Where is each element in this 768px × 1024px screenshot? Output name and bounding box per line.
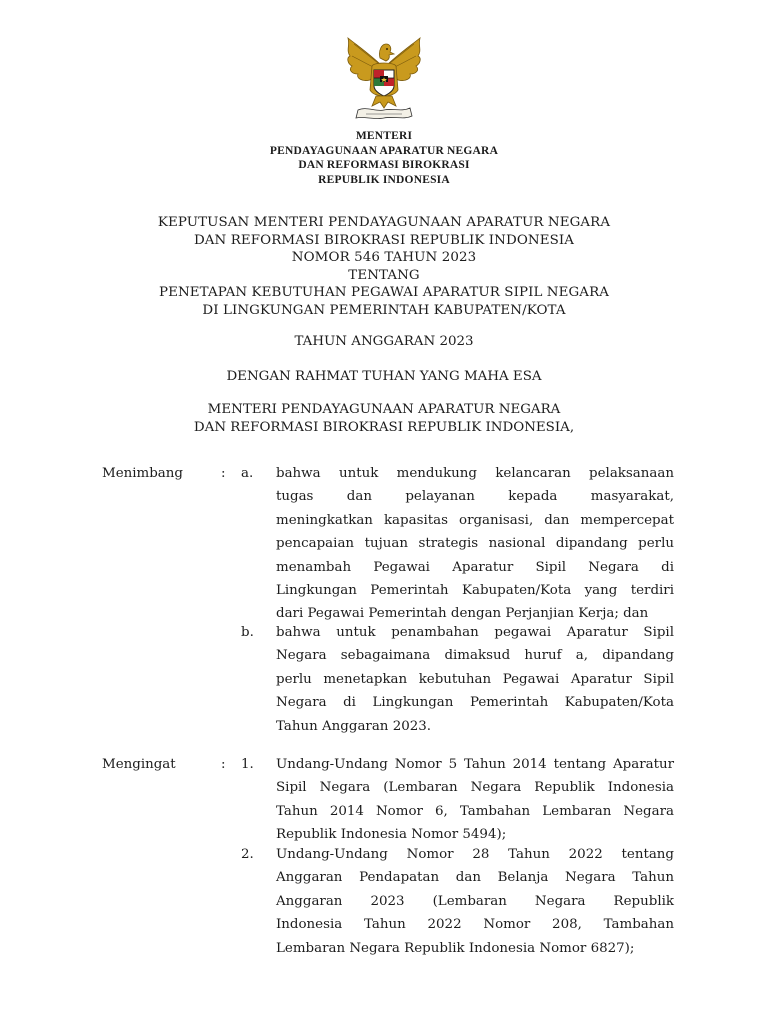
fiscal-year: TAHUN ANGGARAN 2023 — [294, 334, 474, 349]
title-line: DI LINGKUNGAN PEMERINTAH KABUPATEN/KOTA — [202, 302, 566, 318]
clause-line: pencapaian tujuan strategis nasional dipandang perlu — [276, 536, 674, 552]
clause-line: Tahun 2014 Nomor 6, Tambahan Lembaran Negara — [276, 803, 674, 819]
title-line: PENETAPAN KEBUTUHAN PEGAWAI APARATUR SIPIL NEGARA — [158, 285, 610, 301]
clause-line: Sipil Negara (Lembaran Negara Republik Indonesia — [276, 780, 674, 796]
decree-title — [0, 214, 768, 320]
invocation: DENGAN RAHMAT TUHAN YANG MAHA ESA — [226, 369, 542, 384]
menimbang-item-b — [276, 621, 674, 738]
minister-line: MENTERI PENDAYAGUNAAN APARATUR NEGARA — [207, 402, 561, 417]
clause-line: Tahun Anggaran 2023. — [276, 718, 432, 734]
issuer-line: MENTERI — [355, 130, 413, 142]
menimbang-item-a — [276, 462, 674, 626]
mengingat-colon: : — [221, 757, 226, 772]
clause-line: Indonesia Tahun 2022 Nomor 208, Tambahan — [276, 917, 674, 933]
issuer-line: PENDAYAGUNAAN APARATUR NEGARA — [269, 144, 499, 157]
mengingat-item-1 — [276, 753, 674, 847]
issuer-heading — [0, 129, 768, 187]
item-marker: a. — [241, 466, 254, 481]
minister-heading — [0, 401, 768, 436]
minister-line: DAN REFORMASI BIROKRASI REPUBLIK INDONESIA, — [193, 419, 575, 435]
issuer-line: DAN REFORMASI BIROKRASI — [298, 159, 470, 171]
mengingat-item-2 — [276, 843, 674, 960]
clause-line: bahwa untuk mendukung kelancaran pelaksanaan — [276, 466, 674, 481]
menimbang-label: Menimbang — [102, 466, 183, 481]
clause-line: Anggaran 2023 (Lembaran Negara Republik — [276, 893, 674, 909]
clause-line: Lembaran Negara Republik Indonesia Nomor 6827); — [276, 940, 635, 956]
title-line: TENTANG — [348, 267, 420, 283]
clause-line: menambah Pegawai Aparatur Sipil Negara di — [276, 559, 674, 575]
item-marker: 2. — [241, 847, 254, 862]
clause-line: Republik Indonesia Nomor 5494); — [276, 827, 507, 843]
clause-line: Undang-Undang Nomor 28 Tahun 2022 tentang — [276, 847, 674, 862]
clause-line: meningkatkan kapasitas organisasi, dan mempercepat — [276, 512, 674, 528]
menimbang-colon: : — [221, 466, 226, 481]
item-marker: 1. — [241, 757, 254, 772]
mengingat-label: Mengingat — [102, 757, 176, 772]
clause-line: Anggaran Pendapatan dan Belanja Negara Tahun — [276, 870, 674, 886]
clause-line: Negara di Lingkungan Pemerintah Kabupaten/Kota — [276, 695, 674, 711]
issuer-line: REPUBLIK INDONESIA — [318, 173, 450, 186]
clause-line: Negara sebagaimana dimaksud huruf a, dipandang — [276, 648, 674, 664]
title-line: DAN REFORMASI BIROKRASI REPUBLIK INDONESIA — [193, 232, 575, 248]
clause-line: bahwa untuk penambahan pegawai Aparatur Sipil — [276, 625, 674, 640]
title-line: NOMOR 546 TAHUN 2023 — [291, 250, 477, 266]
garuda-emblem-icon — [336, 36, 432, 122]
title-line: KEPUTUSAN MENTERI PENDAYAGUNAAN APARATUR NEGARA — [157, 215, 611, 230]
clause-line: dari Pegawai Pemerintah dengan Perjanjian Kerja; dan — [276, 606, 649, 622]
item-marker: b. — [241, 625, 254, 640]
clause-line: Lingkungan Pemerintah Kabupaten/Kota yang terdiri — [276, 582, 674, 598]
clause-line: perlu menetapkan kebutuhan Pegawai Aparatur Sipil — [276, 671, 674, 687]
clause-line: tugas dan pelayanan kepada masyarakat, — [276, 489, 674, 505]
clause-line: Undang-Undang Nomor 5 Tahun 2014 tentang Aparatur — [276, 757, 674, 772]
